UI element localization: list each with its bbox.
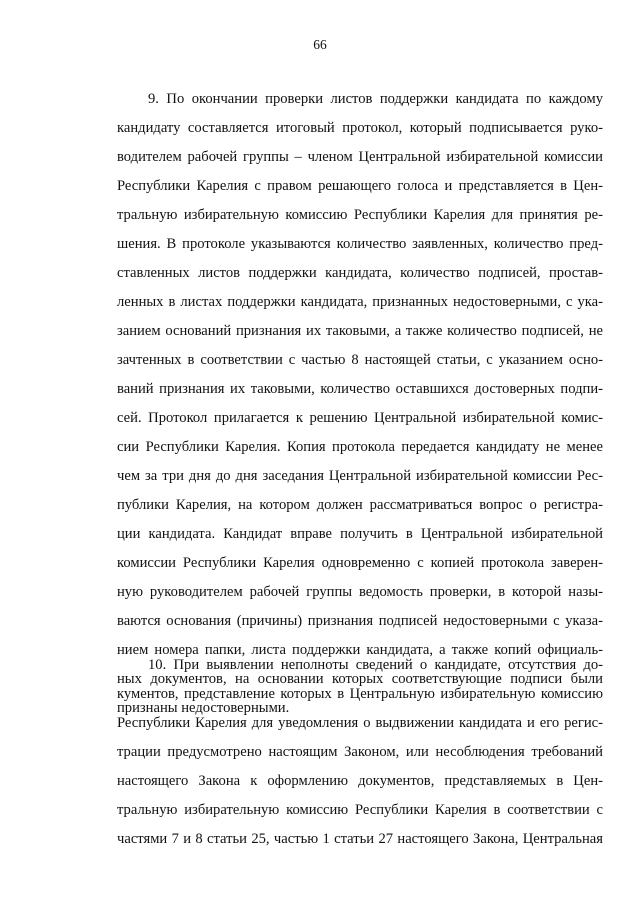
paragraph-9 [117, 85, 603, 723]
text-line: признаны недостоверными. [117, 700, 290, 716]
text-line: ленных в листах поддержки кандидата, признанных недостоверными, с ука- [117, 294, 603, 310]
text-line: настоящего Закона к оформлению документов, представляемых в Цен- [117, 773, 603, 789]
text-line: комиссии Республики Карелия одновременно с копией протокола заверен- [117, 555, 603, 571]
paragraph-10 [117, 651, 603, 854]
text-line: ставленных листов поддержки кандидата, количество подписей, простав- [117, 265, 603, 281]
text-line: водителем рабочей группы – членом Центральной избирательной комиссии [117, 149, 603, 165]
text-line: нием номера папки, листа поддержки кандидата, а также копий официаль- [117, 642, 603, 658]
text-line: 10. При выявлении неполноты сведений о кандидате, отсутствия до- [148, 657, 603, 673]
text-line: занием оснований признания их таковыми, а также количество подписей, не [117, 323, 603, 339]
text-line: Республики Карелия с правом решающего голоса и представляется в Цен- [117, 178, 603, 194]
text-line: шения. В протоколе указываются количество заявленных, количество пред- [117, 236, 603, 252]
page-number: 66 [313, 37, 327, 52]
text-line: ную руководителем рабочей группы ведомость проверки, в которой назы- [117, 584, 603, 600]
text-line: ции кандидата. Кандидат вправе получить в Центральной избирательной [117, 526, 603, 542]
text-line: тральную избирательную комиссию Республики Карелия для принятия ре- [117, 207, 603, 223]
text-line: сей. Протокол прилагается к решению Центральной избирательной комис- [117, 410, 603, 426]
text-line: ных документов, на основании которых соответствующие подписи были [117, 671, 603, 687]
text-line: сии Республики Карелия. Копия протокола передается кандидату не менее [117, 439, 603, 455]
text-line: 9. По окончании проверки листов поддержки кандидата по каждому [148, 91, 603, 107]
text-line: трации предусмотрено настоящим Законом, или несоблюдения требований [117, 744, 603, 760]
text-line: зачтенных в соответствии с частью 8 настоящей статьи, с указанием осно- [117, 352, 603, 368]
text-line: тральную избирательную комиссию Республики Карелия в соответствии с [117, 802, 603, 818]
text-line: Республики Карелия для уведомления о выдвижении кандидата и его регис- [117, 715, 603, 731]
text-line: ваются основания (причины) признания подписей недостоверными с указа- [117, 613, 603, 629]
text-line: частями 7 и 8 статьи 25, частью 1 статьи 27 настоящего Закона, Центральная [117, 831, 603, 847]
text-line: кументов, представление которых в Центральную избирательную комиссию [117, 686, 603, 702]
text-line: кандидату составляется итоговый протокол, который подписывается руко- [117, 120, 603, 136]
text-line: чем за три дня до дня заседания Центральной избирательной комиссии Рес- [117, 468, 603, 484]
text-line: ваний признания их таковыми, количество оставшихся достоверных подпи- [117, 381, 603, 397]
text-line: публики Карелия, на котором должен рассматриваться вопрос о регистра- [117, 497, 603, 513]
